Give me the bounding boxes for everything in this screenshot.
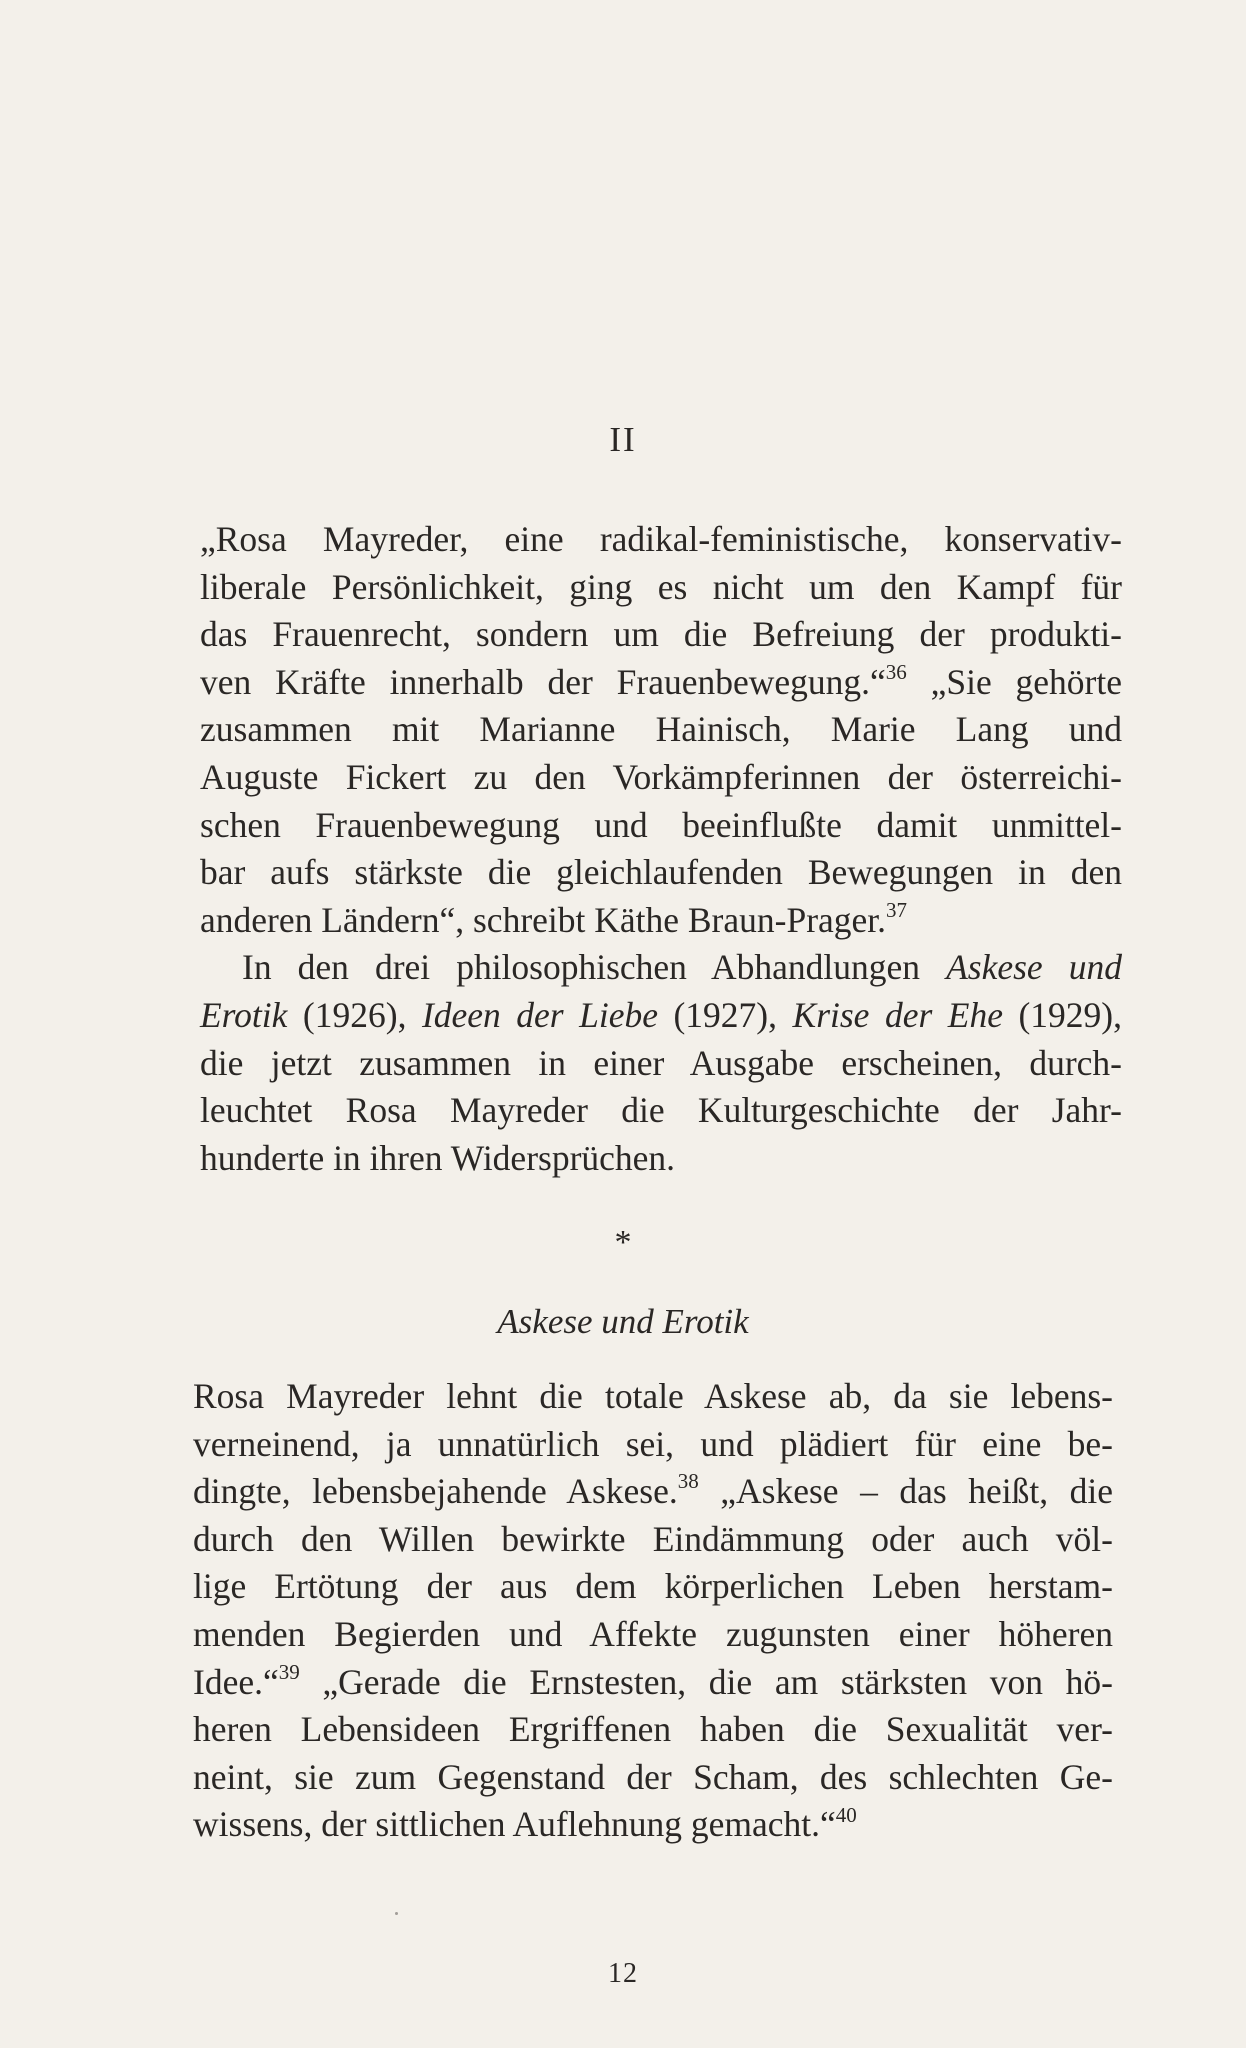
text-span: „Rosa Mayreder, eine radikal-feministische, konservativ- — [200, 519, 1122, 559]
text-span: zusammen mit Marianne Hainisch, Marie Lang und — [200, 709, 1122, 750]
text-span: liberale Persönlichkeit, ging es nicht um den Kampf für — [200, 566, 1122, 607]
text-span: „Gerade die Ernstesten, die am stärksten von hö- — [299, 1661, 1113, 1702]
text-span: (1926), — [287, 994, 422, 1035]
text-line — [193, 1801, 1113, 1849]
text-line — [200, 516, 1122, 564]
text-span: Auguste Fickert zu den Vorkämpferinnen der österreichi- — [200, 756, 1122, 797]
text-line — [200, 992, 1122, 1040]
footnote-marker: 37 — [886, 897, 908, 922]
text-line — [193, 1468, 1113, 1516]
text-line — [200, 849, 1122, 897]
text-span: In den drei philosophischen Abhandlungen — [242, 947, 947, 988]
text-line — [193, 1706, 1113, 1754]
text-line — [193, 1659, 1113, 1707]
page-number: 12 — [608, 1958, 638, 1989]
text-line — [200, 1135, 1122, 1183]
paragraph-block-2 — [193, 1373, 1113, 1849]
section-numeral: II — [609, 420, 637, 459]
text-span: leuchtet Rosa Mayreder die Kulturgeschichte der Jahr- — [200, 1090, 1122, 1131]
text-line — [193, 1421, 1113, 1469]
book-title: Krise der Ehe — [792, 994, 1003, 1035]
text-line — [200, 944, 1122, 992]
text-span: Rosa Mayreder lehnt die totale Askese ab, da sie lebens- — [193, 1376, 1113, 1416]
text-line — [200, 802, 1122, 850]
text-span: (1927), — [657, 994, 793, 1035]
text-span: „Askese – das heißt, die — [698, 1471, 1113, 1512]
text-line — [200, 564, 1122, 612]
text-span: neint, sie zum Gegenstand der Scham, des schlechten Ge- — [193, 1756, 1113, 1797]
text-span: hunderte in ihren Widersprüchen. — [200, 1137, 676, 1178]
book-title: Erotik — [200, 994, 288, 1035]
text-span: bar aufs stärkste die gleichlaufenden Bewegungen in den — [200, 852, 1122, 893]
text-line — [200, 1040, 1122, 1088]
text-line — [200, 611, 1122, 659]
footnote-marker: 38 — [677, 1469, 699, 1494]
book-title: Askese und — [946, 947, 1122, 988]
text-span: lige Ertötung der aus dem körperlichen Leben herstam- — [193, 1566, 1113, 1607]
text-line — [193, 1563, 1113, 1611]
text-span: anderen Ländern“, schreibt Käthe Braun-Prager. — [200, 899, 887, 940]
book-title: Ideen der Liebe — [421, 994, 658, 1035]
text-span: das Frauenrecht, sondern um die Befreiung der produkti- — [200, 614, 1122, 655]
section-separator: * — [614, 1224, 632, 1261]
text-span: heren Lebensideen Ergriffenen haben die Sexualität ver- — [193, 1709, 1113, 1750]
text-span: ven Kräfte innerhalb der Frauenbewegung.“ — [200, 661, 886, 702]
text-line — [200, 706, 1122, 754]
text-line — [193, 1754, 1113, 1802]
text-line — [193, 1516, 1113, 1564]
text-line — [200, 754, 1122, 802]
text-line — [200, 659, 1122, 707]
footnote-marker: 39 — [278, 1659, 300, 1684]
subheading: Askese und Erotik — [497, 1302, 749, 1341]
text-span: verneinend, ja unnatürlich sei, und plädiert für eine be- — [193, 1423, 1113, 1464]
text-span: menden Begierden und Affekte zugunsten einer höheren — [193, 1613, 1113, 1654]
text-span: (1929), — [1002, 994, 1122, 1035]
text-span: wissens, der sittlichen Auflehnung gemacht.“ — [193, 1804, 836, 1845]
text-span: dingte, lebensbejahende Askese. — [193, 1471, 678, 1512]
text-line — [193, 1373, 1113, 1421]
text-line — [200, 1087, 1122, 1135]
text-line — [200, 897, 1122, 945]
text-span: schen Frauenbewegung und beeinflußte damit unmittel- — [200, 804, 1122, 845]
footnote-marker: 40 — [835, 1802, 857, 1827]
text-line — [193, 1611, 1113, 1659]
text-span: „Sie gehörte — [906, 661, 1122, 702]
text-span: Idee.“ — [193, 1661, 279, 1702]
text-span: die jetzt zusammen in einer Ausgabe erscheinen, durch- — [200, 1042, 1122, 1083]
paper-speck — [395, 1912, 398, 1915]
paragraph-block-1 — [200, 516, 1122, 1182]
text-span: durch den Willen bewirkte Eindämmung oder auch völ- — [193, 1518, 1113, 1559]
footnote-marker: 36 — [885, 659, 907, 684]
